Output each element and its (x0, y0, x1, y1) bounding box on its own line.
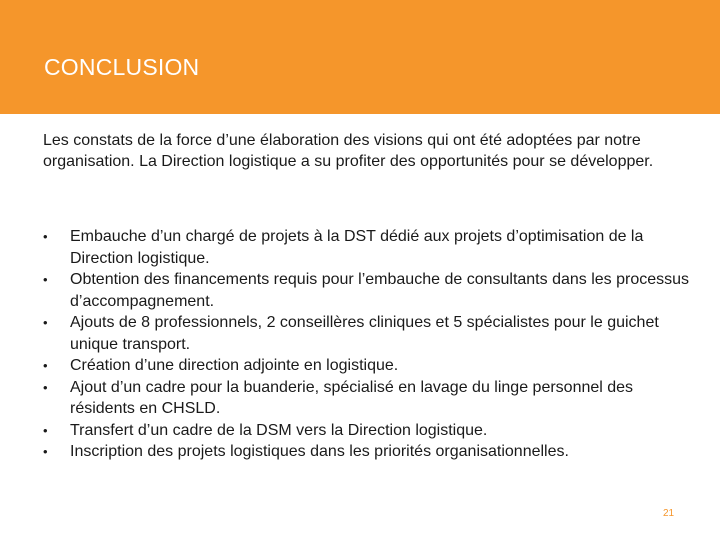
bullet-icon: • (43, 358, 48, 373)
bullet-item (43, 312, 693, 355)
bullet-text: Inscription des projets logistiques dans les priorités organisationnelles. (70, 443, 569, 460)
bullet-item (43, 441, 693, 463)
bullet-list (43, 226, 693, 463)
bullet-text: Embauche d’un chargé de projets à la DST dédié aux projets d’optimisation de la Direction logistique. (70, 228, 644, 267)
bullet-item (43, 355, 693, 377)
bullet-icon: • (43, 444, 48, 459)
bullet-item (43, 226, 693, 269)
bullet-icon: • (43, 379, 48, 395)
bullet-icon: • (43, 315, 48, 330)
bullet-text: Transfert d’un cadre de la DSM vers la Direction logistique. (70, 421, 488, 439)
bullet-text: Ajout d’un cadre pour la buanderie, spécialisé en lavage du linge personnel des résidents en CHSLD. (70, 378, 634, 417)
header-band (0, 0, 720, 114)
bullet-text: Obtention des financements requis pour l’embauche de consultants dans les processus d’accompagnement. (70, 271, 690, 310)
bullet-icon: • (43, 229, 48, 244)
bullet-item (43, 420, 693, 442)
bullet-text: Ajouts de 8 professionnels, 2 conseillères cliniques et 5 spécialistes pour le guichet unique transport. (70, 314, 659, 353)
bullet-text: Création d’une direction adjointe en logistique. (70, 357, 399, 374)
page-number: 21 (663, 508, 675, 519)
bullet-item (43, 377, 693, 420)
bullet-icon: • (43, 272, 48, 287)
bullet-icon: • (43, 422, 48, 438)
intro-paragraph: Les constats de la force d’une élaboration des visions qui ont été adoptées par notre organisation. La Direction logistique a su profiter des opportunités pour se développer. (43, 132, 654, 170)
slide-title: CONCLUSION (44, 54, 200, 80)
bullet-item (43, 269, 693, 312)
